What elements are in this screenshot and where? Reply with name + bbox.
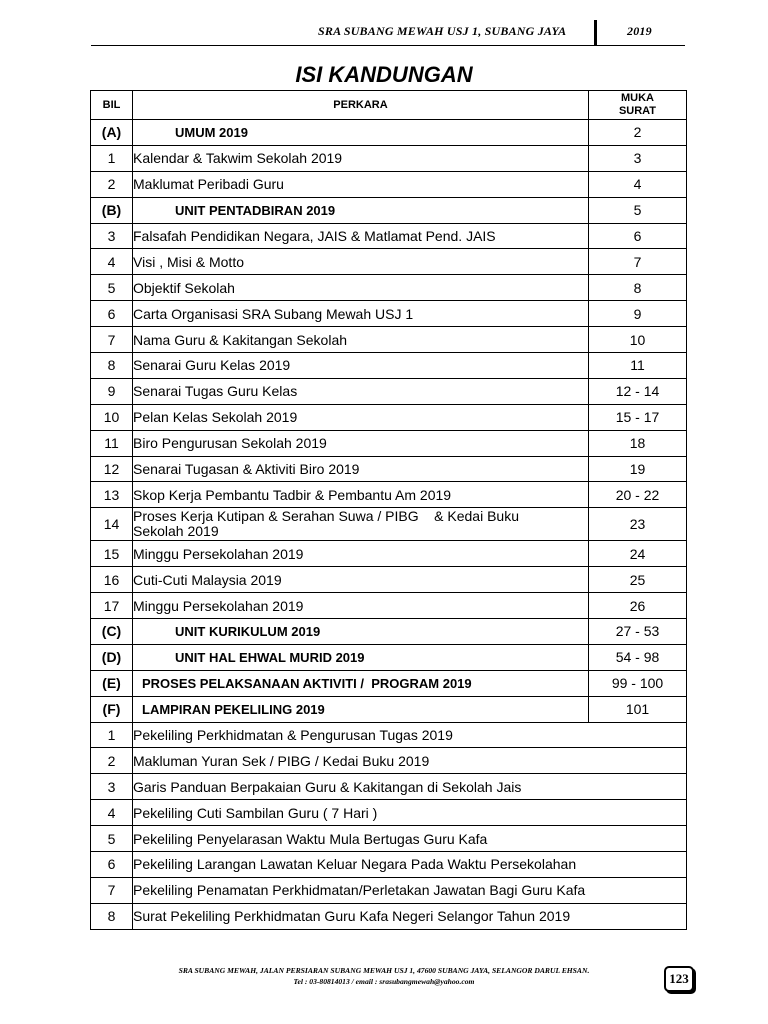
row-perkara: UNIT HAL EHWAL MURID 2019	[133, 644, 589, 670]
row-bil: 1	[91, 145, 133, 171]
header-separator	[594, 20, 597, 46]
row-perkara: UNIT PENTADBIRAN 2019	[133, 197, 589, 223]
row-perkara: LAMPIRAN PEKELILING 2019	[133, 696, 589, 722]
row-bil: 13	[91, 482, 133, 508]
row-perkara: Garis Panduan Berpakaian Guru & Kakitangan di Sekolah Jais	[133, 774, 687, 800]
contents-table	[90, 90, 687, 930]
row-bil: 7	[91, 327, 133, 353]
row-bil: (D)	[91, 644, 133, 670]
footer-address: SRA SUBANG MEWAH, JALAN PERSIARAN SUBANG MEWAH USJ 1, 47600 SUBANG JAYA, SELANGOR DARUL EHSAN.	[178, 966, 590, 975]
row-perkara: Senarai Guru Kelas 2019	[133, 353, 589, 379]
row-perkara: Senarai Tugas Guru Kelas	[133, 378, 589, 404]
row-perkara: UMUM 2019	[133, 120, 589, 146]
table-row	[91, 171, 687, 197]
row-muka-surat: 54 - 98	[589, 644, 687, 670]
row-bil: (C)	[91, 619, 133, 645]
table-row	[91, 275, 687, 301]
row-bil: 6	[91, 852, 133, 878]
table-row	[91, 249, 687, 275]
row-bil: (E)	[91, 670, 133, 696]
row-bil: 15	[91, 541, 133, 567]
row-muka-surat: 11	[589, 353, 687, 379]
row-bil: 3	[91, 223, 133, 249]
row-perkara: Pekeliling Cuti Sambilan Guru ( 7 Hari )	[133, 800, 687, 826]
lampiran-row	[91, 722, 687, 748]
row-perkara: Kalendar & Takwim Sekolah 2019	[133, 145, 589, 171]
row-perkara	[133, 508, 589, 541]
table-row	[91, 404, 687, 430]
table-row	[91, 145, 687, 171]
table-row	[91, 378, 687, 404]
table-row	[91, 567, 687, 593]
row-perkara: Pelan Kelas Sekolah 2019	[133, 404, 589, 430]
row-perkara: Falsafah Pendidikan Negara, JAIS & Matlamat Pend. JAIS	[133, 223, 589, 249]
lampiran-row	[91, 774, 687, 800]
section-row	[91, 619, 687, 645]
column-header-muka: MUKA	[621, 92, 654, 104]
row-muka-surat: 25	[589, 567, 687, 593]
lampiran-row	[91, 852, 687, 878]
header-rule	[91, 45, 685, 46]
page-number: 123	[664, 966, 694, 992]
row-perkara-line1: Proses Kerja Kutipan & Serahan Suwa / PIBG & Kedai Buku	[133, 508, 519, 525]
row-perkara-line2: Sekolah 2019	[133, 523, 219, 540]
row-muka-surat: 12 - 14	[589, 378, 687, 404]
row-muka-surat: 8	[589, 275, 687, 301]
table-row	[91, 541, 687, 567]
row-perkara: Objektif Sekolah	[133, 275, 589, 301]
row-muka-surat: 20 - 22	[589, 482, 687, 508]
row-perkara: Carta Organisasi SRA Subang Mewah USJ 1	[133, 301, 589, 327]
lampiran-row	[91, 748, 687, 774]
row-perkara: Nama Guru & Kakitangan Sekolah	[133, 327, 589, 353]
footer-contact: Tel : 03-80814013 / email : srasubangmewah@yahoo.com	[293, 977, 475, 986]
row-perkara: PROSES PELAKSANAAN AKTIVITI / PROGRAM 2019	[133, 670, 589, 696]
row-perkara: Skop Kerja Pembantu Tadbir & Pembantu Am 2019	[133, 482, 589, 508]
row-bil: (F)	[91, 696, 133, 722]
row-bil: 8	[91, 353, 133, 379]
row-perkara: Pekeliling Perkhidmatan & Pengurusan Tugas 2019	[133, 722, 687, 748]
table-row	[91, 456, 687, 482]
row-perkara: Cuti-Cuti Malaysia 2019	[133, 567, 589, 593]
row-bil: 10	[91, 404, 133, 430]
row-muka-surat: 18	[589, 430, 687, 456]
row-bil: 5	[91, 275, 133, 301]
row-bil: 17	[91, 593, 133, 619]
row-bil: 1	[91, 722, 133, 748]
row-perkara: Minggu Persekolahan 2019	[133, 541, 589, 567]
row-perkara: Pekeliling Penyelarasan Waktu Mula Bertugas Guru Kafa	[133, 826, 687, 852]
row-bil: 8	[91, 903, 133, 929]
row-bil: (A)	[91, 120, 133, 146]
row-perkara: Visi , Misi & Motto	[133, 249, 589, 275]
table-row	[91, 508, 687, 541]
row-bil: 16	[91, 567, 133, 593]
section-row	[91, 120, 687, 146]
table-row	[91, 482, 687, 508]
lampiran-row	[91, 877, 687, 903]
row-perkara: Maklumat Peribadi Guru	[133, 171, 589, 197]
section-row	[91, 696, 687, 722]
row-muka-surat: 19	[589, 456, 687, 482]
column-header-surat: SURAT	[618, 105, 657, 117]
table-row	[91, 327, 687, 353]
row-muka-surat: 101	[589, 696, 687, 722]
row-muka-surat: 3	[589, 145, 687, 171]
row-muka-surat: 2	[589, 120, 687, 146]
row-muka-surat: 15 - 17	[589, 404, 687, 430]
column-header-bil: BIL	[91, 91, 133, 120]
row-bil: (B)	[91, 197, 133, 223]
row-perkara: Minggu Persekolahan 2019	[133, 593, 589, 619]
row-perkara: Surat Pekeliling Perkhidmatan Guru Kafa Negeri Selangor Tahun 2019	[133, 903, 687, 929]
row-muka-surat: 23	[589, 508, 687, 541]
row-bil: 4	[91, 249, 133, 275]
lampiran-row	[91, 800, 687, 826]
row-perkara: UNIT KURIKULUM 2019	[133, 619, 589, 645]
row-muka-surat: 6	[589, 223, 687, 249]
table-row	[91, 223, 687, 249]
section-row	[91, 644, 687, 670]
table-row	[91, 430, 687, 456]
page-title: ISI KANDUNGAN	[295, 62, 473, 87]
table-row	[91, 353, 687, 379]
header-year: 2019	[627, 24, 652, 38]
row-perkara: Pekeliling Larangan Lawatan Keluar Negara Pada Waktu Persekolahan	[133, 852, 687, 878]
row-muka-surat: 10	[589, 327, 687, 353]
row-bil: 11	[91, 430, 133, 456]
row-muka-surat: 9	[589, 301, 687, 327]
table-row	[91, 593, 687, 619]
column-header-perkara: PERKARA	[133, 91, 589, 120]
row-muka-surat: 4	[589, 171, 687, 197]
row-perkara: Makluman Yuran Sek / PIBG / Kedai Buku 2019	[133, 748, 687, 774]
lampiran-row	[91, 903, 687, 929]
row-muka-surat: 27 - 53	[589, 619, 687, 645]
section-row	[91, 670, 687, 696]
table-row	[91, 301, 687, 327]
row-bil: 6	[91, 301, 133, 327]
row-bil: 12	[91, 456, 133, 482]
column-header-muka-surat	[589, 91, 687, 120]
row-bil: 7	[91, 877, 133, 903]
lampiran-row	[91, 826, 687, 852]
row-perkara: Senarai Tugasan & Aktiviti Biro 2019	[133, 456, 589, 482]
row-muka-surat: 24	[589, 541, 687, 567]
row-muka-surat: 5	[589, 197, 687, 223]
row-bil: 14	[91, 508, 133, 541]
row-bil: 5	[91, 826, 133, 852]
row-bil: 4	[91, 800, 133, 826]
row-bil: 3	[91, 774, 133, 800]
row-bil: 2	[91, 748, 133, 774]
row-perkara: Biro Pengurusan Sekolah 2019	[133, 430, 589, 456]
row-perkara: Pekeliling Penamatan Perkhidmatan/Perletakan Jawatan Bagi Guru Kafa	[133, 877, 687, 903]
row-muka-surat: 26	[589, 593, 687, 619]
header-school-name: SRA SUBANG MEWAH USJ 1, SUBANG JAYA	[318, 24, 567, 38]
row-bil: 2	[91, 171, 133, 197]
table-header-row	[91, 91, 687, 120]
row-muka-surat: 99 - 100	[589, 670, 687, 696]
row-bil: 9	[91, 378, 133, 404]
row-muka-surat: 7	[589, 249, 687, 275]
section-row	[91, 197, 687, 223]
